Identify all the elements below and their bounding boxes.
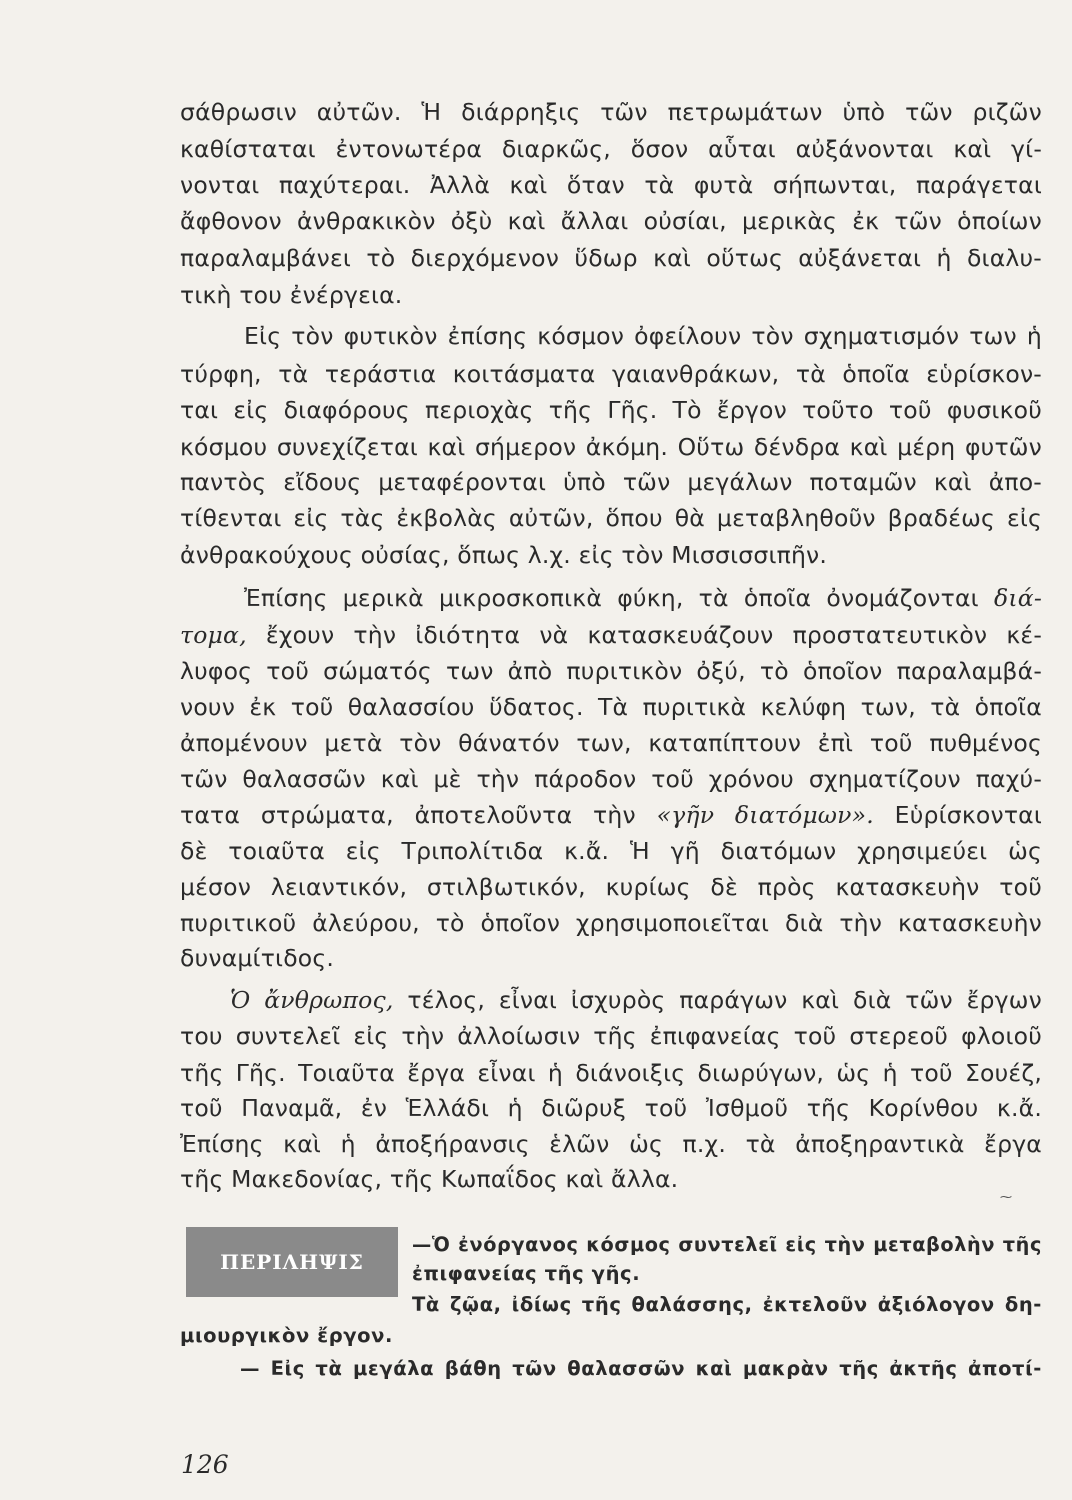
term-gi-diatomon: «γῆν διατόμων».: [656, 801, 874, 829]
paragraph-4-line-3: τῆς Γῆς. Τοιαῦτα ἔργα εἶναι ἡ διάνοιξις διωρύγων, ὡς ἡ τοῦ Σουέζ,: [180, 1059, 1042, 1087]
paragraph-3-line-1-text: Ἐπίσης μερικὰ μικροσκοπικὰ φύκη, τὰ ὁποῖα ὀνομάζονται: [244, 584, 979, 612]
paragraph-2-line-1: Εἰς τὸν φυτικὸν ἐπίσης κόσμον ὀφείλουν τὸν σχηματισμόν των ἡ: [244, 322, 1042, 350]
paragraph-3-line-10: πυριτικοῦ ἀλεύρου, τὸ ὁποῖον χρησιμοποιεῖται διὰ τὴν κατασκευὴν: [180, 909, 1042, 937]
paragraph-3-line-7-end: Εὑρίσκονται: [894, 801, 1043, 829]
paragraph-4-line-1: [230, 985, 1042, 1015]
paragraph-3-line-4: νουν ἐκ τοῦ θαλασσίου ὕδατος. Τὰ πυριτικὰ κελύφη των, τὰ ὁποῖα: [180, 693, 1042, 721]
paragraph-4-line-4: τοῦ Παναμᾶ, ἐν Ἑλλάδι ἡ διῶρυξ τοῦ Ἰσθμοῦ τῆς Κορίνθου κ.ἄ.: [180, 1094, 1042, 1122]
paragraph-3-line-2: [180, 620, 1042, 650]
paragraph-1-line-2: καθίσταται ἐντονωτέρα διαρκῶς, ὅσον αὗται αὐξάνονται καὶ γί-: [180, 135, 1042, 163]
paragraph-2-line-4: κόσμου συνεχίζεται καὶ σήμερον ἀκόμη. Οὕτω δένδρα καὶ μέρη φυτῶν: [180, 433, 1042, 461]
paragraph-3-line-3: λυφος τοῦ σώματός των ἀπὸ πυριτικὸν ὀξύ, τὸ ὁποῖον παραλαμβά-: [180, 657, 1042, 685]
paragraph-1-line-4: ἄφθονον ἀνθρακικὸν ὀξὺ καὶ ἄλλαι οὐσίαι, μερικὰς ἐκ τῶν ὁποίων: [180, 207, 1042, 235]
paragraph-1-line-5: παραλαμβάνει τὸ διερχόμενον ὕδωρ καὶ οὕτως αὐξάνεται ἡ διαλυ-: [180, 244, 1042, 272]
paragraph-3-line-8: δὲ τοιαῦτα εἰς Τριπολίτιδα κ.ἄ. Ἡ γῆ διατόμων χρησιμεύει ὡς: [180, 837, 1042, 865]
term-diatoma-start: διά-: [994, 584, 1042, 612]
summary-badge: ΠΕΡΙΛΗΨΙΣ: [186, 1227, 398, 1297]
paragraph-3-line-6: τῶν θαλασσῶν καὶ μὲ τὴν πάροδον τοῦ χρόνου σχηματίζουν παχύ-: [180, 765, 1042, 793]
paragraph-3-line-7: [180, 800, 1042, 830]
paragraph-3-line-5: ἀπομένουν μετὰ τὸν θάνατόν των, καταπίπτουν ἐπὶ τοῦ πυθμένος: [180, 729, 1042, 757]
summary-item-2-line-2: μιουργικὸν ἔργον.: [180, 1324, 394, 1347]
paragraph-1-line-3: νονται παχύτεραι. Ἀλλὰ καὶ ὅταν τὰ φυτὰ σήπωνται, παράγεται: [180, 171, 1042, 199]
page-number: 126: [181, 1450, 229, 1479]
term-diatoma-end: τομα,: [180, 621, 247, 649]
paragraph-3-line-2-text: ἔχουν τὴν ἰδιότητα νὰ κατασκευάζουν προστατευτικὸν κέ-: [265, 621, 1043, 649]
summary-item-3-line-1: — Εἰς τὰ μεγάλα βάθη τῶν θαλασσῶν καὶ μακρὰν τῆς ἀκτῆς ἀποτί-: [240, 1357, 1042, 1380]
summary-item-1-line-1: —Ὁ ἐνόργανος κόσμος συντελεῖ εἰς τὴν μεταβολὴν τῆς: [412, 1233, 1042, 1256]
term-o-anthropos: Ὁ ἄνθρωπος,: [230, 986, 394, 1014]
summary-item-2-line-1: Τὰ ζῷα, ἰδίως τῆς θαλάσσης, ἐκτελοῦν ἀξιόλογον δη-: [412, 1293, 1042, 1316]
paragraph-2-line-5: παντὸς εἴδους μεταφέρονται ὑπὸ τῶν μεγάλων ποταμῶν καὶ ἀπο-: [180, 468, 1042, 496]
paragraph-4-line-6: τῆς Μακεδονίας, τῆς Κωπαΐδος καὶ ἄλλα.: [180, 1165, 679, 1193]
paragraph-2-line-7: ἀνθρακούχους οὐσίας, ὅπως λ.χ. εἰς τὸν Μισσισσιπῆν.: [180, 541, 828, 569]
paragraph-2-line-2: τύρφη, τὰ τεράστια κοιτάσματα γαιανθράκων, τὰ ὁποῖα εὑρίσκον-: [180, 360, 1042, 388]
paragraph-4-line-1-text: τέλος, εἶναι ἰσχυρὸς παράγων καὶ διὰ τῶν ἔργων: [407, 986, 1042, 1014]
paragraph-1-line-1: σάθρωσιν αὐτῶν. Ἡ διάρρηξις τῶν πετρωμάτων ὑπὸ τῶν ριζῶν: [180, 98, 1042, 126]
decorative-mark: ⁓: [1000, 1190, 1012, 1204]
paragraph-1-line-6: τικὴ του ἐνέργεια.: [180, 281, 403, 309]
paragraph-2-line-6: τίθενται εἰς τὰς ἐκβολὰς αὐτῶν, ὅπου θὰ μεταβληθοῦν βραδέως εἰς: [180, 504, 1042, 532]
paragraph-3-line-7-text: τατα στρώματα, ἀποτελοῦντα τὴν: [180, 801, 636, 829]
paragraph-3-line-1: [244, 583, 1042, 613]
paragraph-2-line-3: ται εἰς διαφόρους περιοχὰς τῆς Γῆς. Τὸ ἔργον τοῦτο τοῦ φυσικοῦ: [180, 396, 1042, 424]
paragraph-3-line-11: δυναμίτιδος.: [180, 944, 335, 972]
paragraph-4-line-5: Ἐπίσης καὶ ἡ ἀποξήρανσις ἑλῶν ὡς π.χ. τὰ ἀποξηραντικὰ ἔργα: [180, 1130, 1042, 1158]
paragraph-4-line-2: του συντελεῖ εἰς τὴν ἀλλοίωσιν τῆς ἐπιφανείας τοῦ στερεοῦ φλοιοῦ: [180, 1022, 1042, 1050]
summary-item-1-line-2: ἐπιφανείας τῆς γῆς.: [412, 1262, 641, 1285]
paragraph-3-line-9: μέσον λειαντικόν, στιλβωτικόν, κυρίως δὲ πρὸς κατασκευὴν τοῦ: [180, 873, 1042, 901]
